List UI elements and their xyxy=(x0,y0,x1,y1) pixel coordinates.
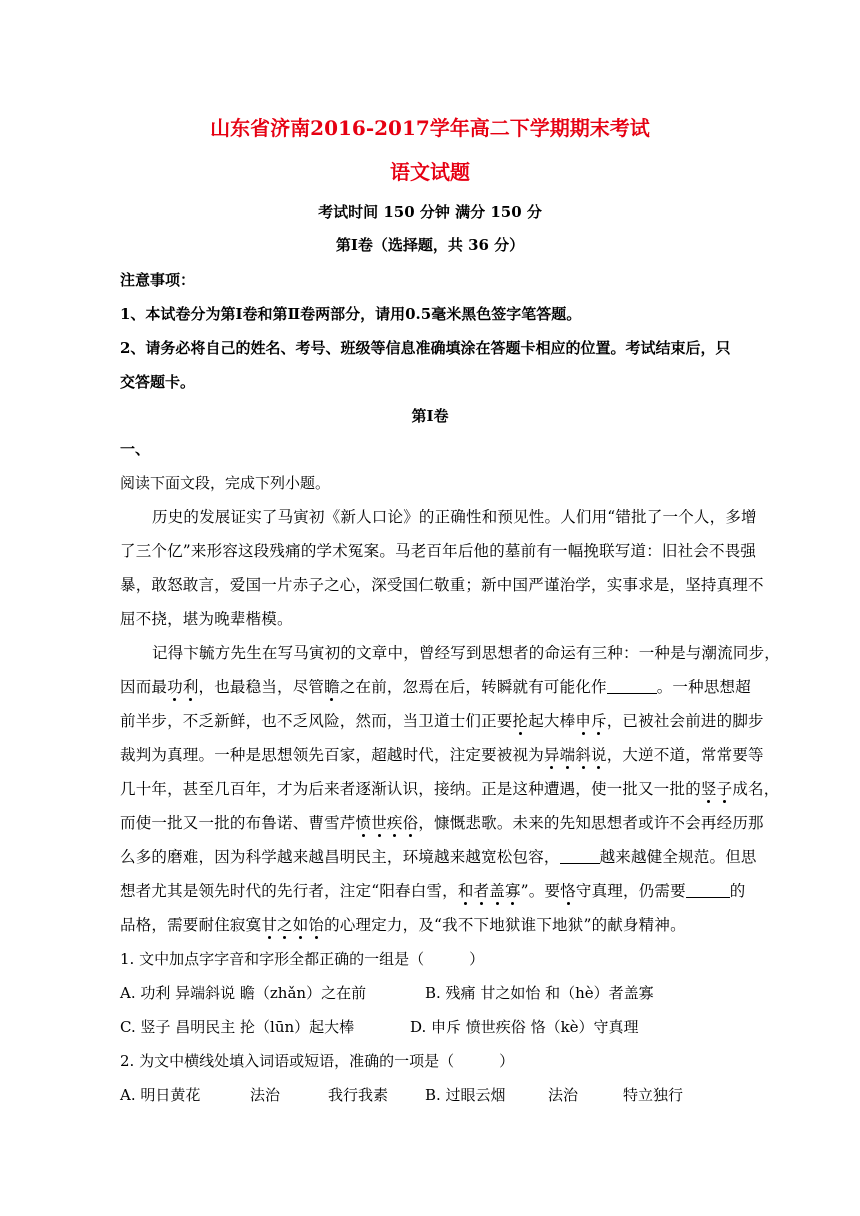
dotted-char: 申 xyxy=(575,712,592,730)
passage-line xyxy=(120,813,764,833)
dotted-char: 世 xyxy=(371,814,387,832)
question-2-option-a-word-2: 法治 xyxy=(250,1086,281,1104)
passage-text: 起大棒 xyxy=(528,712,576,730)
section-title: 第Ⅰ卷（选择题，共 36 分） xyxy=(335,236,525,254)
fill-blank-2 xyxy=(560,847,600,864)
dotted-char: 和 xyxy=(457,882,474,900)
passage-line: 暴，敢怒敢言，爱国一片赤子之心，深受国仁敬重；新中国严谨治学，实事求是，坚持真理不 xyxy=(120,576,764,594)
dotted-char: 异 xyxy=(543,746,560,764)
passage-text: 么多的磨难，因为科学越来越昌明民主，环境越来越宽松包容， xyxy=(120,848,560,866)
dotted-char: 竖 xyxy=(700,780,717,798)
dotted-char: 之 xyxy=(277,916,293,934)
exam-subtitle: 语文试题 xyxy=(390,160,470,184)
question-1-option-c: C. 竖子 昌明民主 抡（lūn）起大棒 xyxy=(120,1018,355,1036)
dotted-char: 者 xyxy=(473,882,490,900)
passage-line: 屈不挠，堪为晚辈楷模。 xyxy=(120,610,293,628)
passage-line xyxy=(120,677,751,697)
exam-info: 考试时间 150 分钟 满分 150 分 xyxy=(318,203,542,221)
question-2-stem: 2. 为文中横线处填入词语或短语，准确的一项是（ ） xyxy=(120,1052,515,1070)
passage-line xyxy=(120,779,779,799)
passage-text: 成名， xyxy=(732,780,780,798)
part-heading: 第Ⅰ卷 xyxy=(411,407,449,425)
dotted-char: 斜 xyxy=(575,746,592,764)
fill-blank-3 xyxy=(686,881,730,898)
dotted-char: 说 xyxy=(591,746,607,764)
exam-title: 山东省济南2016-2017学年高二下学期期末考试 xyxy=(210,116,650,140)
notice-item-2-line-1: 2、请务必将自己的姓名、考号、班级等信息准确填涂在答题卡相应的位置。考试结束后，只 xyxy=(120,339,731,357)
passage-text: 裁判为真理。一种是思想领先百家，超越时代，注定要被视为 xyxy=(120,746,544,764)
dotted-char: 斥 xyxy=(591,712,607,730)
passage-text: ，已被社会前进的脚步 xyxy=(606,712,764,730)
question-2-option-a-word-3: 我行我素 xyxy=(328,1086,389,1104)
dotted-char: 寡 xyxy=(504,882,521,900)
passage-text: 而使一批又一批的布鲁诺、曹雪芹 xyxy=(120,814,356,832)
dotted-char: 如 xyxy=(292,916,309,934)
dotted-char: 盖 xyxy=(489,882,505,900)
question-2-option-b-word-3: 特立独行 xyxy=(623,1086,684,1104)
passage-line: 了三个亿”来形容这段残痛的学术冤案。马老百年后他的墓前有一幅挽联写道：旧社会不畏强 xyxy=(120,542,757,560)
notice-item-2-line-2: 交答题卡。 xyxy=(120,373,196,391)
fill-blank-1 xyxy=(607,677,657,694)
passage-text: 因而最 xyxy=(120,678,168,696)
dotted-char: 瞻 xyxy=(324,678,340,696)
notice-item-1: 1、本试卷分为第Ⅰ卷和第Ⅱ卷两部分，请用0.5毫米黑色签字笔答题。 xyxy=(120,305,582,323)
dotted-char: 利 xyxy=(182,678,199,696)
question-2-option-b-word-2: 法治 xyxy=(548,1086,579,1104)
passage-text: 。一种思想超 xyxy=(656,678,751,696)
dotted-char: 功 xyxy=(167,678,183,696)
passage-line: 记得卞毓方先生在写马寅初的文章中，曾经写到思想者的命运有三种：一种是与潮流同步， xyxy=(152,644,781,662)
dotted-char: 愤 xyxy=(355,814,372,832)
dotted-char: 饴 xyxy=(308,916,325,934)
question-1-option-d: D. 申斥 愤世疾俗 恪（kè）守真理 xyxy=(410,1018,639,1036)
passage-line xyxy=(120,745,764,765)
passage-text: 品格，需要耐住寂寞 xyxy=(120,916,262,934)
section-number: 一、 xyxy=(120,440,151,458)
dotted-char: 端 xyxy=(559,746,576,764)
passage-text: 的心理定力，及“我不下地狱谁下地狱”的献身精神。 xyxy=(324,916,686,934)
passage-line: 历史的发展证实了马寅初《新人口论》的正确性和预见性。人们用“错批了一个人，多增 xyxy=(152,508,757,526)
passage-line xyxy=(120,915,686,935)
dotted-char: 子 xyxy=(716,780,733,798)
dotted-char: 抡 xyxy=(512,712,529,730)
reading-instruction: 阅读下面文段，完成下列小题。 xyxy=(120,474,331,492)
passage-text: ”。要 xyxy=(520,882,561,900)
dotted-char: 甘 xyxy=(261,916,278,934)
passage-line xyxy=(120,711,764,731)
passage-line xyxy=(120,847,757,867)
passage-text: 想者尤其是领先时代的先行者，注定“阳春白雪， xyxy=(120,882,458,900)
passage-text: ，大逆不道，常常要等 xyxy=(606,746,764,764)
question-1-option-a: A. 功利 异端斜说 瞻（zhǎn）之在前 xyxy=(120,984,367,1002)
question-2-option-b: B. 过眼云烟 xyxy=(425,1086,506,1104)
dotted-char: 恪 xyxy=(560,882,576,900)
passage-line xyxy=(120,881,745,901)
passage-text: 的 xyxy=(729,882,746,900)
passage-text: ，也最稳当，尽管 xyxy=(198,678,325,696)
passage-text: 前半步，不乏新鲜，也不乏风险，然而，当卫道士们正要 xyxy=(120,712,513,730)
question-1-stem: 1. 文中加点字字音和字形全都正确的一组是（ ） xyxy=(120,950,485,968)
passage-text: 几十年，甚至几百年，才为后来者逐渐认识，接纳。正是这种遭遇，使一批又一批的 xyxy=(120,780,701,798)
passage-text: 之在前，忽焉在后，转瞬就有可能化作 xyxy=(339,678,607,696)
passage-text: 越来越健全规范。但思 xyxy=(599,848,757,866)
dotted-char: 疾 xyxy=(386,814,403,832)
notice-heading: 注意事项： xyxy=(120,271,196,289)
question-2-option-a: A. 明日黄花 xyxy=(120,1086,201,1104)
question-1-option-b: B. 残痛 甘之如怡 和（hè）者盖寡 xyxy=(425,984,654,1002)
dotted-char: 俗 xyxy=(402,814,419,832)
passage-text: ，慷慨悲歌。未来的先知思想者或许不会再经历那 xyxy=(418,814,764,832)
passage-text: 守真理，仍需要 xyxy=(575,882,686,900)
